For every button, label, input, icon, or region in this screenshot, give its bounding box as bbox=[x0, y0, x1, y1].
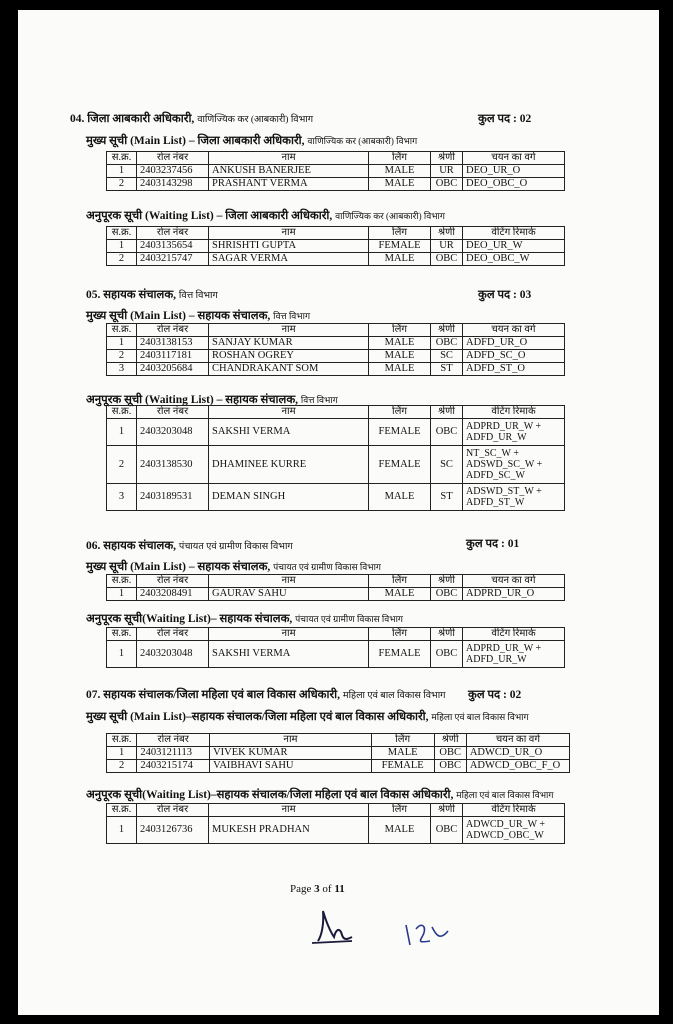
table-cell: CHANDRAKANT SOM bbox=[209, 363, 369, 376]
table-cell: 1 bbox=[107, 165, 137, 178]
table-cell: DEO_OBC_W bbox=[463, 253, 565, 266]
main-list-heading-07 bbox=[86, 709, 529, 724]
table-row bbox=[107, 178, 565, 191]
column-header-roll: रोल नंबर bbox=[137, 575, 209, 588]
table-cell: ADFD_SC_O bbox=[463, 350, 565, 363]
table-cell: 2403208491 bbox=[137, 588, 209, 601]
table-cell: OBC bbox=[434, 747, 466, 760]
heading-text: अनुपूरक सूची(Waiting List)– सहायक संचालक, bbox=[86, 613, 293, 625]
column-header-name: नाम bbox=[209, 406, 369, 419]
section-05-title bbox=[86, 287, 218, 302]
table-cell: SAGAR VERMA bbox=[209, 253, 369, 266]
column-header-category: श्रेणी bbox=[431, 227, 463, 240]
table-cell: ADFD_ST_O bbox=[463, 363, 565, 376]
section-dept: महिला एवं बाल विकास विभाग bbox=[342, 691, 446, 701]
column-header-name: नाम bbox=[209, 227, 369, 240]
table-cell: UR bbox=[431, 240, 463, 253]
heading-dept: वित्त विभाग bbox=[300, 395, 338, 405]
table-header-row bbox=[107, 575, 565, 588]
section-07-total-posts: कुल पद : 02 bbox=[468, 689, 522, 701]
table-cell: OBC bbox=[431, 419, 463, 446]
heading-dept: वाणिज्यिक कर (आबकारी) विभाग bbox=[307, 136, 418, 146]
heading-text: मुख्य सूची (Main List) – सहायक संचालक, bbox=[86, 310, 271, 322]
table-cell: ADFD_UR_O bbox=[463, 337, 565, 350]
column-header-remark: वेटिंग रिमार्क bbox=[463, 628, 565, 641]
page-of: of bbox=[319, 883, 335, 895]
column-header-sno: स.क्र. bbox=[107, 628, 137, 641]
column-header-sno: स.क्र. bbox=[107, 406, 137, 419]
column-header-selection: चयन का वर्ग bbox=[463, 324, 565, 337]
table-cell: 2403117181 bbox=[137, 350, 209, 363]
section-06-title bbox=[86, 538, 293, 553]
table-row bbox=[107, 817, 565, 844]
table-row bbox=[107, 641, 565, 668]
column-header-gender: लिंग bbox=[369, 804, 431, 817]
column-header-selection: चयन का वर्ग bbox=[466, 734, 569, 747]
waiting-list-table-06 bbox=[106, 627, 565, 668]
page-prefix: Page bbox=[290, 883, 315, 895]
section-06-total-posts: कुल पद : 01 bbox=[466, 538, 520, 550]
column-header-sno: स.क्र. bbox=[107, 152, 137, 165]
table-cell: FEMALE bbox=[369, 240, 431, 253]
column-header-name: नाम bbox=[209, 575, 369, 588]
column-header-roll: रोल नंबर bbox=[137, 734, 210, 747]
table-cell: 2 bbox=[107, 178, 137, 191]
table-cell: SC bbox=[431, 446, 463, 484]
table-row bbox=[107, 253, 565, 266]
table-header-row bbox=[107, 734, 570, 747]
table-cell: SANJAY KUMAR bbox=[209, 337, 369, 350]
table-cell: 1 bbox=[107, 419, 137, 446]
column-header-gender: लिंग bbox=[371, 734, 434, 747]
table-cell: 2 bbox=[107, 253, 137, 266]
table-cell: MALE bbox=[369, 363, 431, 376]
table-header-row bbox=[107, 227, 565, 240]
table-row bbox=[107, 350, 565, 363]
main-list-table-06 bbox=[106, 574, 565, 601]
table-cell: MALE bbox=[369, 178, 431, 191]
table-cell: OBC bbox=[431, 337, 463, 350]
table-cell: MALE bbox=[369, 588, 431, 601]
section-07-title bbox=[86, 687, 446, 702]
column-header-name: नाम bbox=[209, 152, 369, 165]
table-cell: ADSWD_ST_W + ADFD_ST_W bbox=[463, 484, 565, 511]
column-header-gender: लिंग bbox=[369, 575, 431, 588]
page-total: 11 bbox=[334, 883, 345, 895]
table-row bbox=[107, 240, 565, 253]
column-header-category: श्रेणी bbox=[431, 575, 463, 588]
table-cell: 2403121113 bbox=[137, 747, 210, 760]
table-cell: SC bbox=[431, 350, 463, 363]
table-cell: OBC bbox=[431, 253, 463, 266]
section-dept: वाणिज्यिक कर (आबकारी) विभाग bbox=[197, 115, 314, 125]
main-list-table-07 bbox=[106, 733, 570, 773]
heading-dept: महिला एवं बाल विकास विभाग bbox=[456, 790, 554, 800]
table-cell: ST bbox=[431, 363, 463, 376]
table-cell: FEMALE bbox=[369, 446, 431, 484]
waiting-list-table-07 bbox=[106, 803, 565, 844]
column-header-roll: रोल नंबर bbox=[137, 227, 209, 240]
table-cell: 2403215174 bbox=[137, 760, 210, 773]
table-cell: OBC bbox=[431, 178, 463, 191]
column-header-sno: स.क्र. bbox=[107, 575, 137, 588]
column-header-roll: रोल नंबर bbox=[137, 152, 209, 165]
column-header-category: श्रेणी bbox=[431, 804, 463, 817]
table-header-row bbox=[107, 628, 565, 641]
table-cell: PRASHANT VERMA bbox=[209, 178, 369, 191]
table-header-row bbox=[107, 324, 565, 337]
table-cell: DEO_UR_O bbox=[463, 165, 565, 178]
section-04-total-posts: कुल पद : 02 bbox=[478, 113, 532, 125]
table-cell: NT_SC_W + ADSWD_SC_W + ADFD_SC_W bbox=[463, 446, 565, 484]
column-header-category: श्रेणी bbox=[434, 734, 466, 747]
heading-dept: वाणिज्यिक कर (आबकारी) विभाग bbox=[335, 211, 445, 221]
table-cell: 2403138530 bbox=[137, 446, 209, 484]
table-cell: ADPRD_UR_O bbox=[463, 588, 565, 601]
table-cell: VIVEK KUMAR bbox=[210, 747, 372, 760]
table-cell: ADPRD_UR_W + ADFD_UR_W bbox=[463, 419, 565, 446]
table-cell: 1 bbox=[107, 641, 137, 668]
section-04-title bbox=[70, 111, 313, 126]
table-cell: OBC bbox=[431, 817, 463, 844]
table-row bbox=[107, 588, 565, 601]
section-title-text: 07. सहायक संचालक/जिला महिला एवं बाल विकास अधिकारी, bbox=[86, 689, 341, 701]
column-header-name: नाम bbox=[209, 324, 369, 337]
page-current: 3 bbox=[314, 883, 320, 895]
heading-text: मुख्य सूची (Main List) – जिला आबकारी अधिकारी, bbox=[86, 135, 305, 147]
table-cell: ROSHAN OGREY bbox=[209, 350, 369, 363]
waiting-list-heading-06 bbox=[86, 611, 403, 626]
table-cell: 1 bbox=[107, 240, 137, 253]
table-cell: OBC bbox=[434, 760, 466, 773]
table-cell: OBC bbox=[431, 588, 463, 601]
table-cell: 2403203048 bbox=[137, 419, 209, 446]
column-header-sno: स.क्र. bbox=[107, 734, 137, 747]
table-cell: GAURAV SAHU bbox=[209, 588, 369, 601]
table-cell: 2403143298 bbox=[137, 178, 209, 191]
column-header-sno: स.क्र. bbox=[107, 227, 137, 240]
table-cell: MALE bbox=[369, 253, 431, 266]
table-cell: VAIBHAVI SAHU bbox=[210, 760, 372, 773]
waiting-list-table-04 bbox=[106, 226, 565, 266]
heading-text: मुख्य सूची (Main List)–सहायक संचालक/जिला महिला एवं बाल विकास अधिकारी, bbox=[86, 711, 429, 723]
table-cell: 2403237456 bbox=[137, 165, 209, 178]
column-header-selection: चयन का वर्ग bbox=[463, 152, 565, 165]
column-header-gender: लिंग bbox=[369, 152, 431, 165]
column-header-category: श्रेणी bbox=[431, 406, 463, 419]
heading-text: अनुपूरक सूची (Waiting List) – जिला आबकारी अधिकारी, bbox=[86, 210, 333, 222]
heading-dept: वित्त विभाग bbox=[273, 311, 311, 321]
column-header-roll: रोल नंबर bbox=[137, 324, 209, 337]
heading-text: अनुपूरक सूची(Waiting List)–सहायक संचालक/जिला महिला एवं बाल विकास अधिकारी, bbox=[86, 789, 454, 801]
table-cell: MUKESH PRADHAN bbox=[209, 817, 369, 844]
column-header-name: नाम bbox=[209, 628, 369, 641]
column-header-remark: वेटिंग रिमार्क bbox=[463, 804, 565, 817]
column-header-gender: लिंग bbox=[369, 324, 431, 337]
heading-text: अनुपूरक सूची (Waiting List) – सहायक संचालक, bbox=[86, 394, 299, 406]
column-header-remark: वेटिंग रिमार्क bbox=[463, 406, 565, 419]
main-list-heading-04 bbox=[86, 133, 417, 148]
waiting-list-table-05 bbox=[106, 405, 565, 511]
column-header-category: श्रेणी bbox=[431, 628, 463, 641]
column-header-roll: रोल नंबर bbox=[137, 628, 209, 641]
table-row bbox=[107, 363, 565, 376]
section-title-text: 05. सहायक संचालक, bbox=[86, 289, 177, 301]
main-list-heading-05 bbox=[86, 308, 310, 323]
heading-dept: पंचायत एवं ग्रामीण विकास विभाग bbox=[273, 562, 381, 572]
table-cell: 1 bbox=[107, 817, 137, 844]
main-list-table-05 bbox=[106, 323, 565, 376]
table-header-row bbox=[107, 804, 565, 817]
table-cell: DEO_UR_W bbox=[463, 240, 565, 253]
column-header-roll: रोल नंबर bbox=[137, 406, 209, 419]
table-row bbox=[107, 165, 565, 178]
table-cell: 2 bbox=[107, 350, 137, 363]
table-cell: ST bbox=[431, 484, 463, 511]
table-cell: SHRISHTI GUPTA bbox=[209, 240, 369, 253]
table-cell: 2403138153 bbox=[137, 337, 209, 350]
waiting-list-heading-04 bbox=[86, 208, 445, 223]
table-cell: ADWCD_OBC_F_O bbox=[466, 760, 569, 773]
table-cell: 3 bbox=[107, 484, 137, 511]
table-row bbox=[107, 760, 570, 773]
table-cell: DHAMINEE KURRE bbox=[209, 446, 369, 484]
heading-text: मुख्य सूची (Main List) – सहायक संचालक, bbox=[86, 561, 271, 573]
heading-dept: पंचायत एवं ग्रामीण विकास विभाग bbox=[295, 614, 403, 624]
table-cell: SAKSHI VERMA bbox=[209, 641, 369, 668]
table-cell: 2403135654 bbox=[137, 240, 209, 253]
waiting-list-heading-07 bbox=[86, 787, 553, 802]
column-header-category: श्रेणी bbox=[431, 152, 463, 165]
table-cell: 2403203048 bbox=[137, 641, 209, 668]
table-header-row bbox=[107, 406, 565, 419]
column-header-roll: रोल नंबर bbox=[137, 804, 209, 817]
column-header-sno: स.क्र. bbox=[107, 324, 137, 337]
section-title-text: 04. जिला आबकारी अधिकारी, bbox=[70, 113, 195, 125]
column-header-gender: लिंग bbox=[369, 628, 431, 641]
section-title-text: 06. सहायक संचालक, bbox=[86, 540, 177, 552]
table-row bbox=[107, 419, 565, 446]
column-header-selection: चयन का वर्ग bbox=[463, 575, 565, 588]
main-list-table-04 bbox=[106, 151, 565, 191]
table-cell: ADPRD_UR_W + ADFD_UR_W bbox=[463, 641, 565, 668]
table-cell: MALE bbox=[369, 484, 431, 511]
table-cell: ADWCD_UR_W + ADWCD_OBC_W bbox=[463, 817, 565, 844]
table-cell: MALE bbox=[371, 747, 434, 760]
section-dept: पंचायत एवं ग्रामीण विकास विभाग bbox=[178, 542, 293, 552]
column-header-name: नाम bbox=[209, 804, 369, 817]
table-cell: DEMAN SINGH bbox=[209, 484, 369, 511]
table-cell: UR bbox=[431, 165, 463, 178]
table-header-row bbox=[107, 152, 565, 165]
table-cell: DEO_OBC_O bbox=[463, 178, 565, 191]
table-cell: 2403205684 bbox=[137, 363, 209, 376]
table-row bbox=[107, 484, 565, 511]
table-row bbox=[107, 446, 565, 484]
table-cell: 1 bbox=[107, 337, 137, 350]
page-number bbox=[290, 883, 345, 895]
section-05-total-posts: कुल पद : 03 bbox=[478, 289, 532, 301]
table-row bbox=[107, 337, 565, 350]
table-cell: OBC bbox=[431, 641, 463, 668]
column-header-category: श्रेणी bbox=[431, 324, 463, 337]
heading-dept: महिला एवं बाल विकास विभाग bbox=[431, 712, 529, 722]
table-cell: FEMALE bbox=[371, 760, 434, 773]
table-cell: 1 bbox=[107, 747, 137, 760]
table-cell: MALE bbox=[369, 350, 431, 363]
column-header-gender: लिंग bbox=[369, 406, 431, 419]
column-header-sno: स.क्र. bbox=[107, 804, 137, 817]
table-cell: ANKUSH BANERJEE bbox=[209, 165, 369, 178]
initials-mark bbox=[400, 915, 460, 951]
table-cell: 2 bbox=[107, 446, 137, 484]
table-cell: 2403126736 bbox=[137, 817, 209, 844]
table-cell: SAKSHI VERMA bbox=[209, 419, 369, 446]
table-row bbox=[107, 747, 570, 760]
table-cell: FEMALE bbox=[369, 641, 431, 668]
signature-1 bbox=[308, 905, 358, 949]
column-header-gender: लिंग bbox=[369, 227, 431, 240]
main-list-heading-06 bbox=[86, 559, 381, 574]
table-cell: 3 bbox=[107, 363, 137, 376]
table-cell: 2 bbox=[107, 760, 137, 773]
table-cell: 1 bbox=[107, 588, 137, 601]
table-cell: MALE bbox=[369, 337, 431, 350]
section-dept: वित्त विभाग bbox=[178, 291, 218, 301]
table-cell: ADWCD_UR_O bbox=[466, 747, 569, 760]
table-cell: MALE bbox=[369, 817, 431, 844]
column-header-name: नाम bbox=[210, 734, 372, 747]
column-header-remark: वेटिंग रिमार्क bbox=[463, 227, 565, 240]
table-cell: 2403189531 bbox=[137, 484, 209, 511]
table-cell: FEMALE bbox=[369, 419, 431, 446]
table-cell: MALE bbox=[369, 165, 431, 178]
table-cell: 2403215747 bbox=[137, 253, 209, 266]
